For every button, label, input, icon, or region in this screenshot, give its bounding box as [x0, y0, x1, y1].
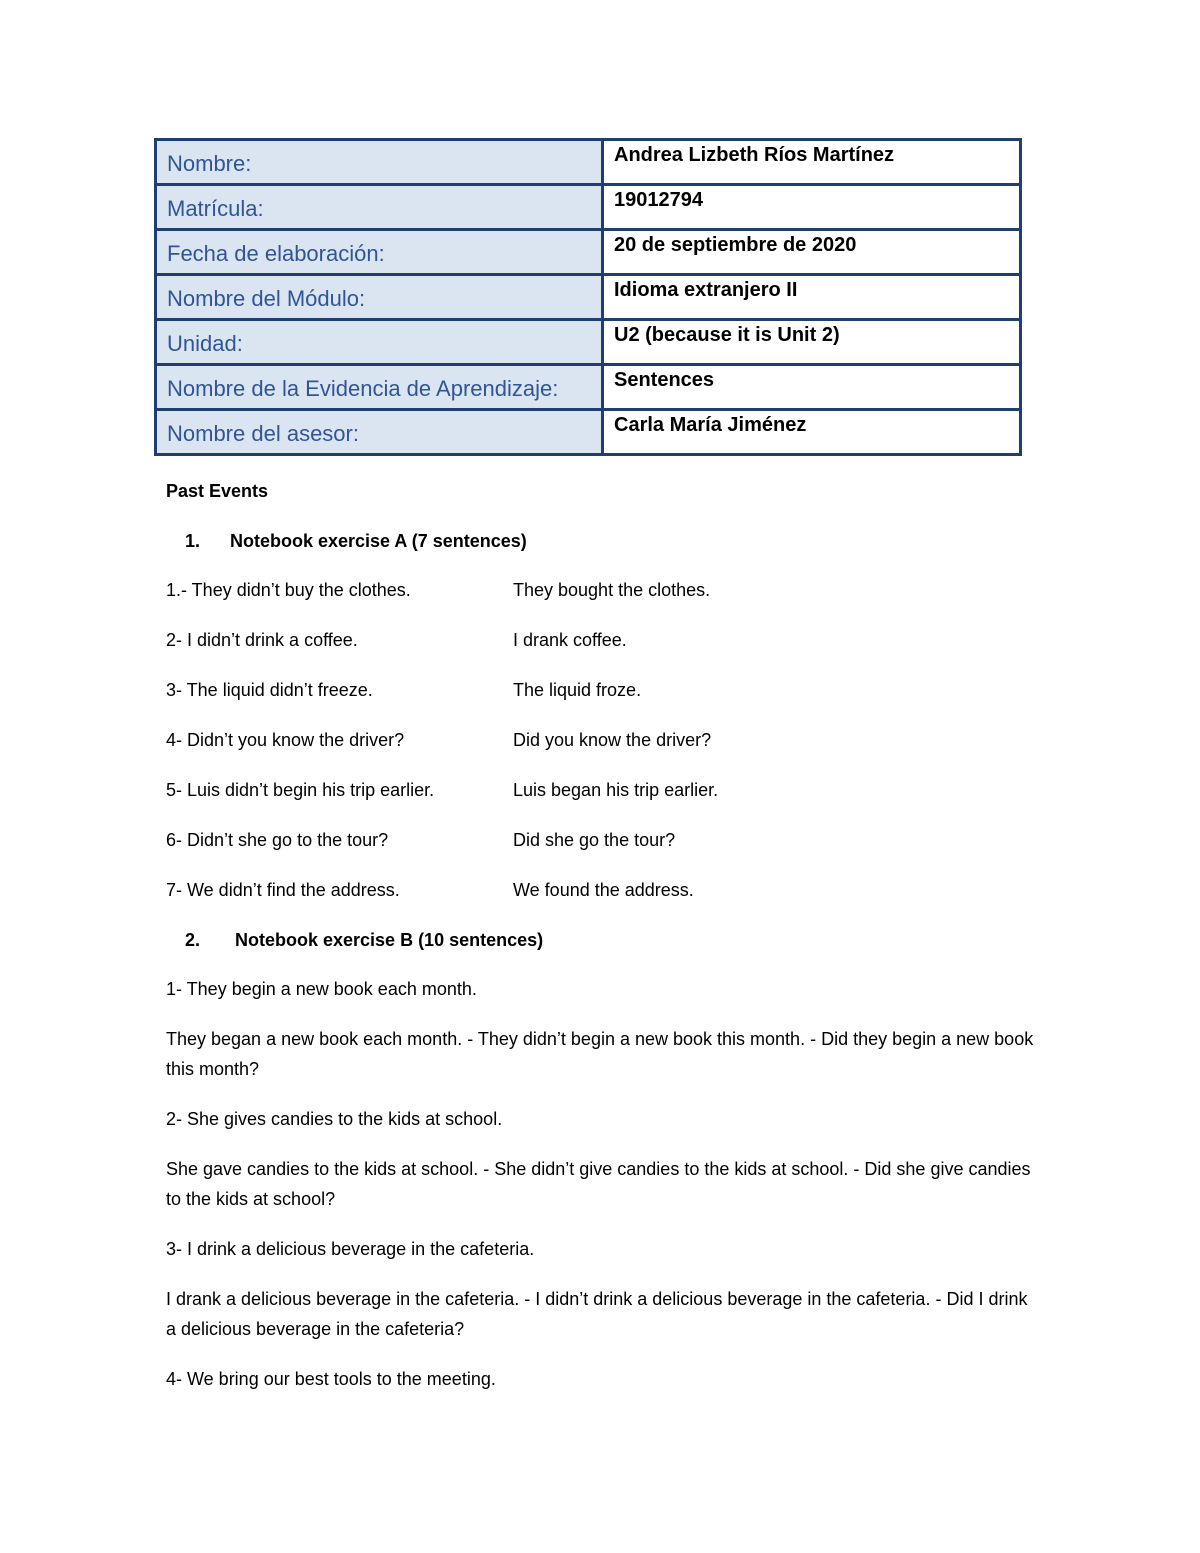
info-label: Fecha de elaboración: [156, 230, 603, 275]
exercise-a-heading [166, 526, 1036, 556]
positive-sentence: They bought the clothes. [513, 580, 711, 600]
exercise-a-list [166, 575, 1036, 905]
info-label: Nombre: [156, 140, 603, 185]
positive-sentence: Did she go the tour? [513, 830, 676, 850]
document-body [166, 476, 1036, 1414]
info-value: 19012794 [603, 185, 1021, 230]
info-row [156, 365, 1021, 410]
positive-sentence: Did you know the driver? [513, 730, 712, 750]
positive-sentence: We found the address. [513, 880, 694, 900]
negative-sentence: 2- I didn’t drink a coffee. [166, 630, 358, 650]
sentence-pair [166, 725, 1036, 755]
negative-sentence: 3- The liquid didn’t freeze. [166, 680, 373, 700]
exercise-prompt: 4- We bring our best tools to the meeting. [166, 1369, 496, 1389]
negative-sentence: 7- We didn’t find the address. [166, 880, 400, 900]
student-info-table [154, 138, 1022, 456]
info-label: Unidad: [156, 320, 603, 365]
info-row [156, 410, 1021, 455]
info-value: 20 de septiembre de 2020 [603, 230, 1021, 275]
positive-sentence: The liquid froze. [513, 680, 642, 700]
info-label: Nombre de la Evidencia de Aprendizaje: [156, 365, 603, 410]
info-row [156, 185, 1021, 230]
sentence-pair [166, 625, 1036, 655]
info-value: Carla María Jiménez [603, 410, 1021, 455]
info-row [156, 230, 1021, 275]
sentence-pair [166, 875, 1036, 905]
exercise-answer: She gave candies to the kids at school. - She didn’t give candies to the kids at school. - Did she give candies to the kids at school? [166, 1159, 1031, 1209]
info-label: Nombre del asesor: [156, 410, 603, 455]
exercise-answer: I drank a delicious beverage in the cafeteria. - I didn’t drink a delicious beverage in the cafeteria. - Did I drink a delicious beverage in the cafeteria? [166, 1289, 1028, 1339]
exercise-prompt: 3- I drink a delicious beverage in the cafeteria. [166, 1239, 535, 1259]
info-value: U2 (because it is Unit 2) [603, 320, 1021, 365]
sentence-pair [166, 825, 1036, 855]
negative-sentence: 1.- They didn’t buy the clothes. [166, 580, 411, 600]
info-row [156, 320, 1021, 365]
exercise-b-number: 2. [184, 930, 200, 950]
exercise-b-list [166, 974, 1036, 1394]
info-label: Matrícula: [156, 185, 603, 230]
negative-sentence: 5- Luis didn’t begin his trip earlier. [166, 780, 435, 800]
info-row [156, 275, 1021, 320]
exercise-answer: They began a new book each month. - They didn’t begin a new book this month. - Did they begin a new book this month? [166, 1029, 1034, 1079]
exercise-b-heading [166, 925, 1036, 955]
sentence-pair [166, 775, 1036, 805]
sentence-pair [166, 675, 1036, 705]
exercise-a-number: 1. [184, 531, 200, 551]
sentence-pair [166, 575, 1036, 605]
info-value: Idioma extranjero II [603, 275, 1021, 320]
positive-sentence: Luis began his trip earlier. [513, 780, 719, 800]
info-value: Sentences [603, 365, 1021, 410]
positive-sentence: I drank coffee. [513, 630, 627, 650]
exercise-b-title: Notebook exercise B (10 sentences) [235, 930, 544, 950]
exercise-prompt: 2- She gives candies to the kids at school. [166, 1109, 503, 1129]
exercise-a-title: Notebook exercise A (7 sentences) [230, 531, 527, 551]
info-row [156, 140, 1021, 185]
negative-sentence: 6- Didn’t she go to the tour? [166, 830, 389, 850]
info-label: Nombre del Módulo: [156, 275, 603, 320]
exercise-prompt: 1- They begin a new book each month. [166, 979, 477, 999]
info-value: Andrea Lizbeth Ríos Martínez [603, 140, 1021, 185]
negative-sentence: 4- Didn’t you know the driver? [166, 730, 405, 750]
section-title: Past Events [166, 481, 269, 501]
